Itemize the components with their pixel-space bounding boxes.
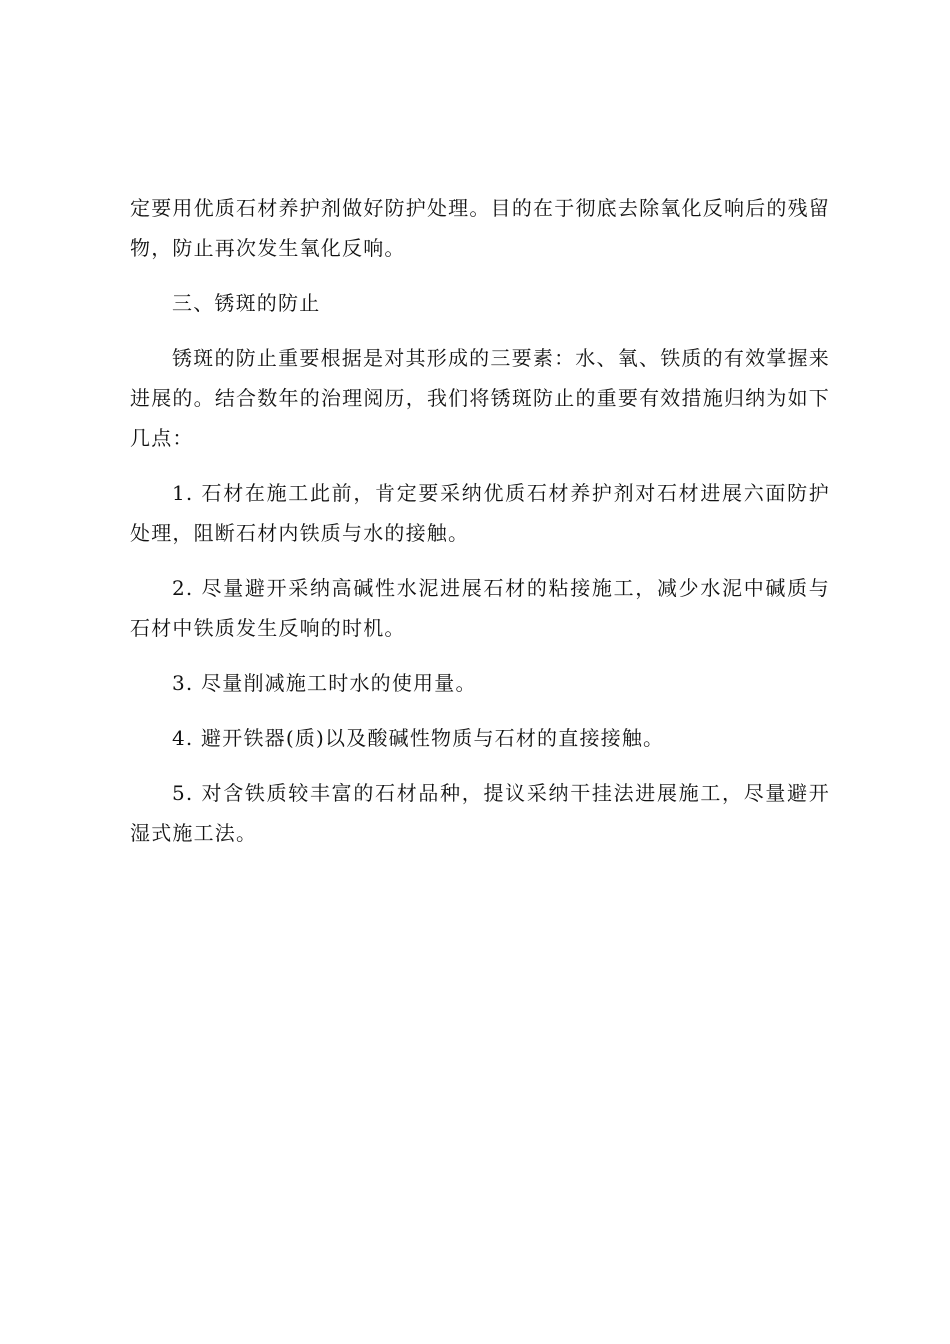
list-item-4: 4. 避开铁器(质)以及酸碱性物质与石材的直接接触。: [172, 726, 665, 750]
document-page: [130, 188, 830, 853]
paragraph-intro: 锈斑的防止重要根据是对其形成的三要素：水、氧、铁质的有效掌握来进展的。结合数年的治理阅历，我们将锈斑防止的重要有效措施归纳为如下几点：: [130, 346, 830, 450]
section-heading: 三、锈斑的防止: [172, 291, 321, 315]
paragraph-continuation: 定要用优质石材养护剂做好防护处理。目的在于彻底去除氧化反响后的残留物，防止再次发生氧化反响。: [130, 196, 830, 260]
list-item-1: 1. 石材在施工此前，肯定要采纳优质石材养护剂对石材进展六面防护处理，阻断石材内铁质与水的接触。: [130, 481, 830, 545]
list-item-3: 3. 尽量削减施工时水的使用量。: [172, 671, 477, 695]
list-item-5: 5. 对含铁质较丰富的石材品种，提议采纳干挂法进展施工，尽量避开湿式施工法。: [130, 781, 830, 845]
list-item-2: 2. 尽量避开采纳高碱性水泥进展石材的粘接施工，减少水泥中碱质与石材中铁质发生反响的时机。: [130, 576, 830, 640]
